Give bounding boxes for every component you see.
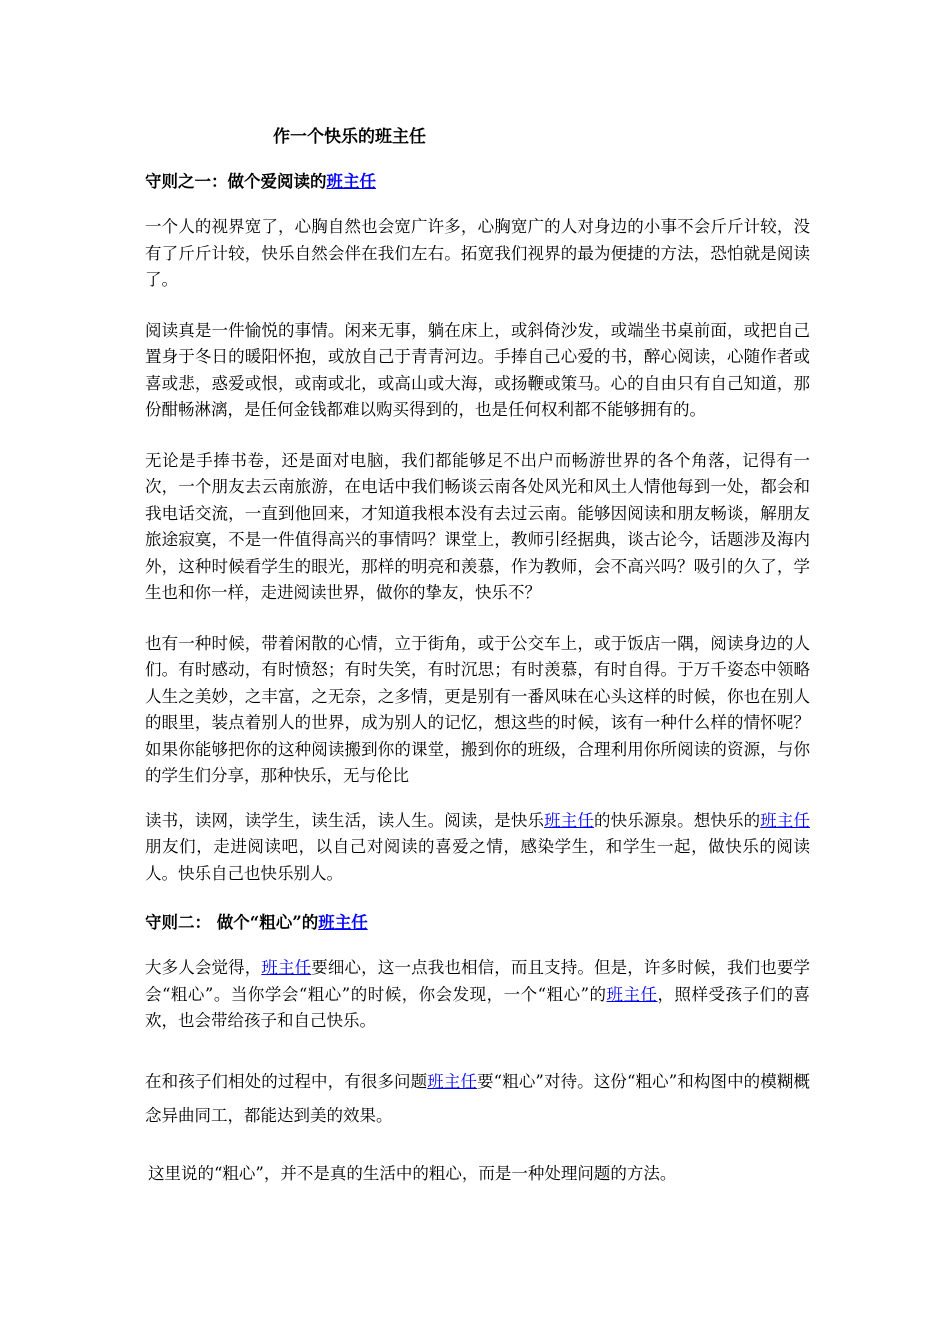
banzhuren-link[interactable]: 班主任 [326, 172, 376, 191]
paragraph-8: 这里说的“粗心”，并不是真的生活中的粗心，而是一种处理问题的方法。 [148, 1163, 677, 1183]
banzhuren-link[interactable]: 班主任 [544, 810, 594, 830]
banzhuren-link[interactable]: 班主任 [261, 958, 312, 977]
section-heading-text: 守则二： 做个“粗心”的 [145, 913, 319, 932]
banzhuren-link[interactable]: 班主任 [606, 984, 658, 1004]
paragraph-text: 要“粗心”对待。这份“粗心”和构图中的模糊概念异曲同工，都能达到美的效果。 [145, 1071, 810, 1125]
paragraph-text: 的快乐源泉。想快乐的 [593, 810, 761, 830]
paragraph-6 [145, 955, 810, 1035]
banzhuren-link[interactable]: 班主任 [318, 913, 368, 932]
paragraph-text: 大多人会觉得， [145, 958, 262, 977]
section-heading-careless [145, 909, 810, 937]
section-heading-reading [145, 168, 810, 196]
document-page [145, 118, 810, 1187]
section-heading-text: 守则之一：做个爱阅读的 [145, 172, 327, 191]
paragraph-text: 要细心，这一点我也相信，而且支持。但是，许多时候，我们也要学会“粗心”。当你学会“粗心”的时候，你会发现，一个“粗心”的 [145, 958, 811, 1004]
document-title: 作一个快乐的班主任 [273, 127, 426, 147]
paragraph-5 [145, 808, 810, 888]
paragraph-2: 阅读真是一件愉悦的事情。闲来无事，躺在床上，或斜倚沙发，或端坐书桌前面，或把自己置身于冬日的暖阳怀抱，或放自己于青青河边。手捧自己心爱的书，醉心阅读，心随作者或喜或悲，惑爱或恨，或南或北，或高山或大海，或扬鞭或策马。心的自由只有自己知道，那份酣畅淋漓，是任何金钱都难以购买得到的，也是任何权利都不能够拥有的。 [145, 320, 810, 419]
paragraph-text: ，照样受孩子们的喜欢，也会带给孩子和自己快乐。 [145, 984, 811, 1030]
paragraph-text: 在和孩子们相处的过程中，有很多问题 [145, 1071, 428, 1091]
paragraph-1: 一个人的视界宽了，心胸自然也会宽广许多，心胸宽广的人对身边的小事不会斤斤计较，没有了斤斤计较，快乐自然会伴在我们左右。拓宽我们视界的最为便捷的方法，恐怕就是阅读了。 [145, 217, 810, 289]
banzhuren-link[interactable]: 班主任 [760, 810, 811, 830]
paragraph-7 [145, 1065, 810, 1133]
paragraph-text: 朋友们，走进阅读吧，以自己对阅读的喜爱之情，感染学生，和学生一起，做快乐的阅读人。快乐自己也快乐别人。 [145, 837, 810, 883]
paragraph-4: 也有一种时候，带着闲散的心情，立于街角，或于公交车上，或于饭店一隅，阅读身边的人们。有时感动，有时愤怒；有时失笑，有时沉思；有时羡慕，有时自得。于万千姿态中领略人生之美妙，之丰富，之无奈，之多情，更是别有一番风味在心头这样的时候，你也在别人的眼里，装点着别人的世界，成为别人的记忆，想这些的时候，该有一种什么样的情怀呢？如果你能够把你的这种阅读搬到你的课堂，搬到你的班级，合理利用你所阅读的资源，与你的学生们分享，那种快乐，无与伦比 [145, 633, 810, 785]
paragraph-text: 读书，读网，读学生，读生活，读人生。阅读，是快乐 [145, 810, 545, 830]
banzhuren-link[interactable]: 班主任 [427, 1071, 478, 1091]
paragraph-3: 无论是手捧书卷，还是面对电脑，我们都能够足不出户而畅游世界的各个角落，记得有一次，一个朋友去云南旅游，在电话中我们畅谈云南各处风光和风土人情他每到一处，都会和我电话交流，一直到他回来，才知道我根本没有去过云南。能够因阅读和朋友畅谈，解朋友旅途寂寞，不是一件值得高兴的事情吗？课堂上，教师引经据典，谈古论今，话题涉及海内外，这种时候看学生的眼光，那样的明亮和羡慕，作为教师，会不高兴吗？吸引的久了，学生也和你一样，走进阅读世界，做你的挚友，快乐不？ [145, 450, 810, 602]
